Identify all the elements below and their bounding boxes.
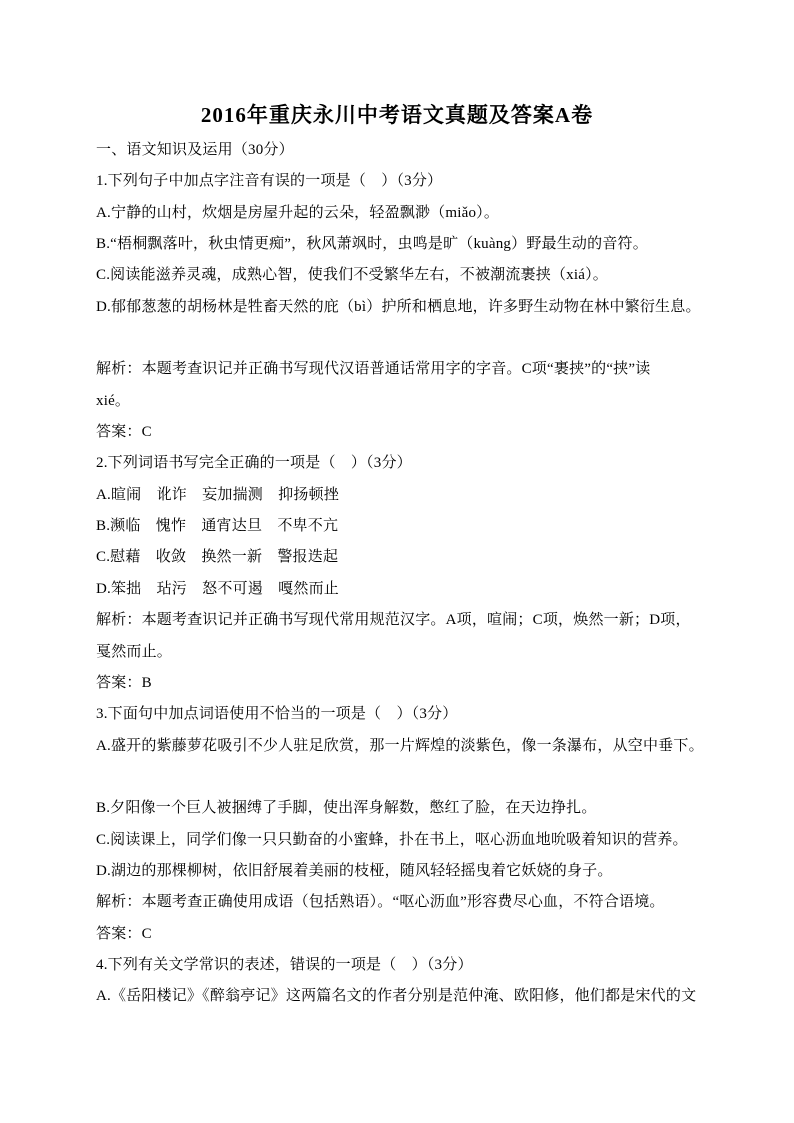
text-line: 解析：本题考查识记并正确书写现代常用规范汉字。A项，喧闹；C项，焕然一新；D项， — [96, 612, 691, 629]
text-line: D.笨拙 玷污 怒不可遏 嘎然而止 — [96, 580, 339, 597]
blank-line — [96, 323, 736, 354]
text-line: 4.下列有关文学常识的表述，错误的一项是（ ）（3分） — [96, 956, 473, 973]
text-line: 1.下列句子中加点字注音有误的一项是（ ）（3分） — [96, 173, 443, 190]
text-line: A.盛开的紫藤萝花吸引不少人驻足欣赏，那一片辉煌的淡紫色，像一条瀑布，从空中垂下。 — [96, 737, 704, 754]
text-line: 答案：B — [96, 674, 152, 691]
text-line: 解析：本题考查正确使用成语（包括熟语）。“呕心沥血”形容费尽心血，不符合语境。 — [96, 894, 665, 911]
text-line: B.“梧桐飘落叶，秋虫情更痴”，秋风萧飒时，虫鸣是旷（kuàng）野最生动的音符。 — [96, 236, 648, 253]
text-line: B.夕阳像一个巨人被捆缚了手脚，使出浑身解数，憋红了脸，在天边挣扎。 — [96, 800, 597, 817]
text-line: 一、语文知识及运用（30分） — [96, 142, 294, 158]
text-line: 答案：C — [96, 424, 152, 441]
text-line: D.郁郁葱葱的胡杨林是牲畜天然的庇（bì）护所和栖息地，许多野生动物在林中繁衍生息。 — [96, 298, 701, 315]
text-line: 答案：C — [96, 925, 152, 942]
text-line: A.《岳阳楼记》《醉翁亭记》这两篇名文的作者分别是范仲淹、欧阳修，他们都是宋代的文 — [96, 988, 697, 1005]
text-line: A.宁静的山村，炊烟是房屋升起的云朵，轻盈飘渺（miǎo）。 — [96, 204, 500, 221]
text-line: B.濒临 愧怍 通宵达旦 不卑不亢 — [96, 518, 339, 535]
text-line: xié。 — [96, 392, 131, 409]
text-line: 3.下面句中加点词语使用不恰当的一项是（ ）（3分） — [96, 706, 458, 723]
text-line: C.慰藉 收敛 换然一新 警报迭起 — [96, 549, 339, 566]
blank-line — [96, 762, 736, 793]
text-line: C.阅读能滋养灵魂，成熟心智，使我们不受繁华左右，不被潮流裹挟（xiá）。 — [96, 267, 608, 284]
text-line: D.湖边的那棵柳树，依旧舒展着美丽的枝桠，随风轻轻摇曳着它妖娆的身子。 — [96, 862, 613, 879]
document-body — [96, 135, 736, 1013]
text-line: 2.下列词语书写完全正确的一项是（ ）（3分） — [96, 455, 412, 472]
page-title: 2016年重庆永川中考语文真题及答案A卷 — [200, 103, 594, 127]
text-line: 戛然而止。 — [96, 643, 173, 660]
text-line: 解析：本题考查识记并正确书写现代汉语普通话常用字的字音。C项“裹挟”的“挟”读 — [96, 361, 651, 378]
text-line: C.阅读课上，同学们像一只只勤奋的小蜜蜂，扑在书上，呕心沥血地吮吸着知识的营养。 — [96, 831, 688, 848]
text-line: A.暄闹 讹诈 妄加揣测 抑扬顿挫 — [96, 486, 339, 503]
